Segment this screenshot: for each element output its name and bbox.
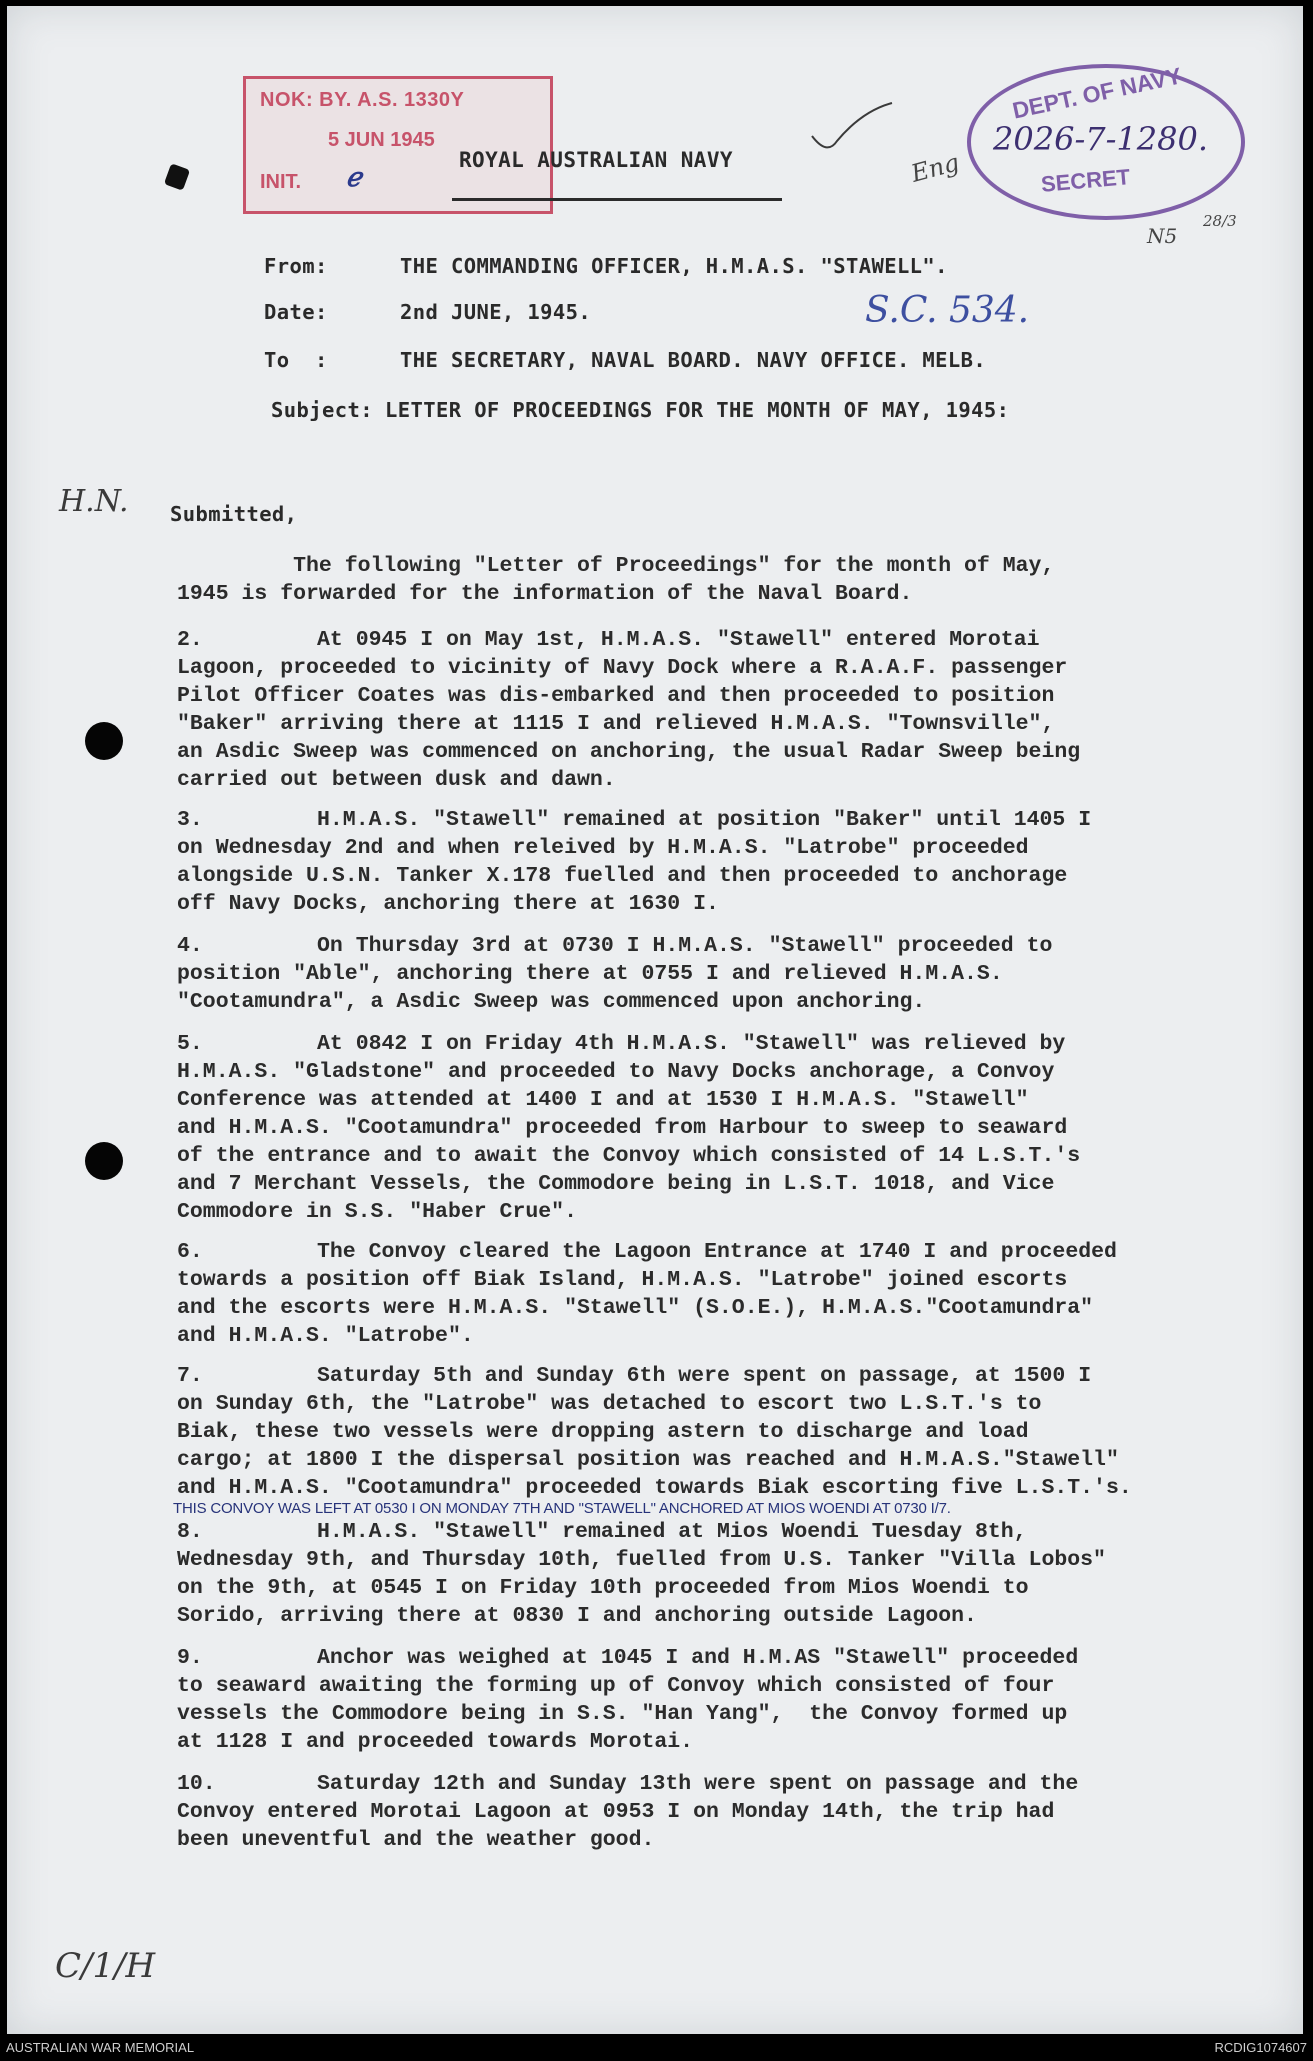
- paragraph-4: [177, 932, 1247, 1016]
- para-line: Biak, these two vessels were dropping astern to discharge and load: [177, 1420, 1029, 1444]
- document-title: ROYAL AUSTRALIAN NAVY: [459, 148, 733, 172]
- para-line: Saturday 12th and Sunday 13th were spent on passage and the: [317, 1772, 1079, 1796]
- footer-right: RCDIG1074607: [1214, 2040, 1307, 2055]
- para-line: H.M.A.S. "Gladstone" and proceeded to Navy Docks anchorage, a Convoy: [177, 1060, 1055, 1084]
- paragraph-5: [177, 1030, 1247, 1226]
- dept-navy-stamp-top: DEPT. OF NAVY: [1010, 62, 1184, 124]
- received-stamp: [243, 76, 553, 214]
- handwritten-eng: Eng: [908, 148, 963, 188]
- paragraph-7: [177, 1362, 1247, 1502]
- from-value: THE COMMANDING OFFICER, H.M.A.S. "STAWELL".: [400, 254, 948, 278]
- handwritten-convoy-note: THIS CONVOY WAS LEFT AT 0530 I ON MONDAY 7TH AND "STAWELL" ANCHORED AT MIOS WOENDI AT 0730 I/7.: [173, 1500, 951, 1517]
- paragraph-9: [177, 1644, 1247, 1756]
- para-line: H.M.A.S. "Stawell" remained at Mios Woendi Tuesday 8th,: [317, 1520, 1027, 1544]
- staple-mark: [164, 163, 190, 191]
- para-line: Lagoon, proceeded to vicinity of Navy Dock where a R.A.A.F. passenger: [177, 656, 1068, 680]
- handwritten-hn: H.N.: [59, 484, 129, 519]
- para-line: at 1128 I and proceeded towards Morotai.: [177, 1730, 694, 1754]
- para-line: Sorido, arriving there at 0830 I and anchoring outside Lagoon.: [177, 1604, 977, 1628]
- handwritten-sc-number: S.C. 534.: [865, 290, 1030, 331]
- handwritten-ns-fraction: 28/3: [1203, 212, 1237, 230]
- dept-navy-stamp-number: 2026-7-1280.: [993, 120, 1209, 158]
- received-stamp-line1: NOK: BY. A.S. 1330Y: [260, 89, 465, 111]
- para-line: position "Able", anchoring there at 0755 I and relieved H.M.A.S.: [177, 962, 1003, 986]
- paragraph-number: 10.: [177, 1772, 216, 1796]
- para-line: Saturday 5th and Sunday 6th were spent on passage, at 1500 I: [317, 1364, 1092, 1388]
- paragraph-number: 3.: [177, 808, 203, 832]
- para-line: 1945 is forwarded for the information of the Naval Board.: [177, 582, 913, 606]
- para-line: towards a position off Biak Island, H.M.A.S. "Latrobe" joined escorts: [177, 1268, 1068, 1292]
- para-line: At 0842 I on Friday 4th H.M.A.S. "Stawell" was relieved by: [317, 1032, 1066, 1056]
- paragraph-number: 8.: [177, 1520, 203, 1544]
- para-line: "Cootamundra", a Asdic Sweep was commenced upon anchoring.: [177, 990, 926, 1014]
- handwritten-ns: N5: [1147, 224, 1178, 248]
- document-page: [7, 6, 1303, 2034]
- to-label: To :: [264, 348, 328, 372]
- para-line: and H.M.A.S. "Cootamundra" proceeded from Harbour to sweep to seaward: [177, 1116, 1068, 1140]
- para-line: and the escorts were H.M.A.S. "Stawell" (S.O.E.), H.M.A.S."Cootamundra": [177, 1296, 1094, 1320]
- para-line: off Navy Docks, anchoring there at 1630 I.: [177, 892, 719, 916]
- para-line: cargo; at 1800 I the dispersal position was reached and H.M.A.S."Stawell": [177, 1448, 1119, 1472]
- punch-hole-top: [85, 722, 123, 760]
- para-line: The following "Letter of Proceedings" for the month of May,: [177, 554, 1055, 578]
- paragraph-number: 7.: [177, 1364, 203, 1388]
- para-line: an Asdic Sweep was commenced on anchoring, the usual Radar Sweep being: [177, 740, 1081, 764]
- subject-label: Subject:: [271, 398, 373, 422]
- para-line: carried out between dusk and dawn.: [177, 768, 616, 792]
- received-stamp-init: INIT.: [260, 171, 302, 193]
- from-label: From:: [264, 254, 328, 278]
- received-stamp-date: 5 JUN 1945: [328, 129, 435, 151]
- para-line: At 0945 I on May 1st, H.M.A.S. "Stawell" entered Morotai: [317, 628, 1040, 652]
- para-line: alongside U.S.N. Tanker X.178 fuelled and then proceeded to anchorage: [177, 864, 1068, 888]
- para-line: on Wednesday 2nd and when releived by H.M.A.S. "Latrobe" proceeded: [177, 836, 1029, 860]
- paragraph-10: [177, 1770, 1247, 1854]
- punch-hole-bottom: [85, 1142, 123, 1180]
- para-line: and H.M.A.S. "Cootamundra" proceeded towards Biak escorting five L.S.T.'s.: [177, 1476, 1132, 1500]
- to-value: THE SECRETARY, NAVAL BOARD. NAVY OFFICE. MELB.: [400, 348, 987, 372]
- para-line: of the entrance and to await the Convoy which consisted of 14 L.S.T.'s: [177, 1144, 1081, 1168]
- para-line: been uneventful and the weather good.: [177, 1828, 655, 1852]
- paragraph-1: [177, 552, 1247, 608]
- para-line: Anchor was weighed at 1045 I and H.M.AS "Stawell" proceeded: [317, 1646, 1079, 1670]
- paragraph-number: 4.: [177, 934, 203, 958]
- para-line: "Baker" arriving there at 1115 I and relieved H.M.A.S. "Townsville",: [177, 712, 1055, 736]
- date-label: Date:: [264, 300, 328, 324]
- para-line: on the 9th, at 0545 I on Friday 10th proceeded from Mios Woendi to: [177, 1576, 1029, 1600]
- paragraph-2: [177, 626, 1247, 794]
- para-line: On Thursday 3rd at 0730 I H.M.A.S. "Stawell" proceeded to: [317, 934, 1053, 958]
- paragraph-number: 6.: [177, 1240, 203, 1264]
- para-line: Commodore in S.S. "Haber Crue".: [177, 1200, 577, 1224]
- handwritten-bottom-mark: C/1/H: [55, 1946, 156, 1986]
- paragraph-8: [177, 1518, 1247, 1630]
- subject-value: LETTER OF PROCEEDINGS FOR THE MONTH OF MAY, 1945:: [385, 398, 1010, 422]
- para-line: Wednesday 9th, and Thursday 10th, fuelled from U.S. Tanker "Villa Lobos": [177, 1548, 1106, 1572]
- title-underline: [452, 198, 782, 201]
- dept-navy-stamp-bottom: SECRET: [1040, 164, 1132, 197]
- date-value: 2nd JUNE, 1945.: [400, 300, 592, 324]
- paragraph-number: 2.: [177, 628, 203, 652]
- para-line: The Convoy cleared the Lagoon Entrance at 1740 I and proceeded: [317, 1240, 1117, 1264]
- para-line: Convoy entered Morotai Lagoon at 0953 I on Monday 14th, the trip had: [177, 1800, 1055, 1824]
- paragraph-number: 5.: [177, 1032, 203, 1056]
- para-line: Pilot Officer Coates was dis-embarked and then proceeded to position: [177, 684, 1055, 708]
- footer-left: AUSTRALIAN WAR MEMORIAL: [6, 2040, 195, 2055]
- dept-navy-stamp: [967, 64, 1245, 220]
- submitted-label: Submitted,: [170, 502, 298, 526]
- para-line: H.M.A.S. "Stawell" remained at position "Baker" until 1405 I: [317, 808, 1092, 832]
- para-line: to seaward awaiting the forming up of Convoy which consisted of four: [177, 1674, 1055, 1698]
- para-line: and H.M.A.S. "Latrobe".: [177, 1324, 474, 1348]
- para-line: Conference was attended at 1400 I and at 1530 I H.M.A.S. "Stawell": [177, 1088, 1029, 1112]
- paragraph-6: [177, 1238, 1247, 1350]
- received-stamp-initials: ℯ: [346, 163, 362, 193]
- para-line: and 7 Merchant Vessels, the Commodore being in L.S.T. 1018, and Vice: [177, 1172, 1055, 1196]
- paragraph-3: [177, 806, 1247, 918]
- paragraph-number: 9.: [177, 1646, 203, 1670]
- check-mark-icon: [807, 101, 897, 161]
- para-line: vessels the Commodore being in S.S. "Han Yang", the Convoy formed up: [177, 1702, 1068, 1726]
- para-line: on Sunday 6th, the "Latrobe" was detached to escort two L.S.T.'s to: [177, 1392, 1042, 1416]
